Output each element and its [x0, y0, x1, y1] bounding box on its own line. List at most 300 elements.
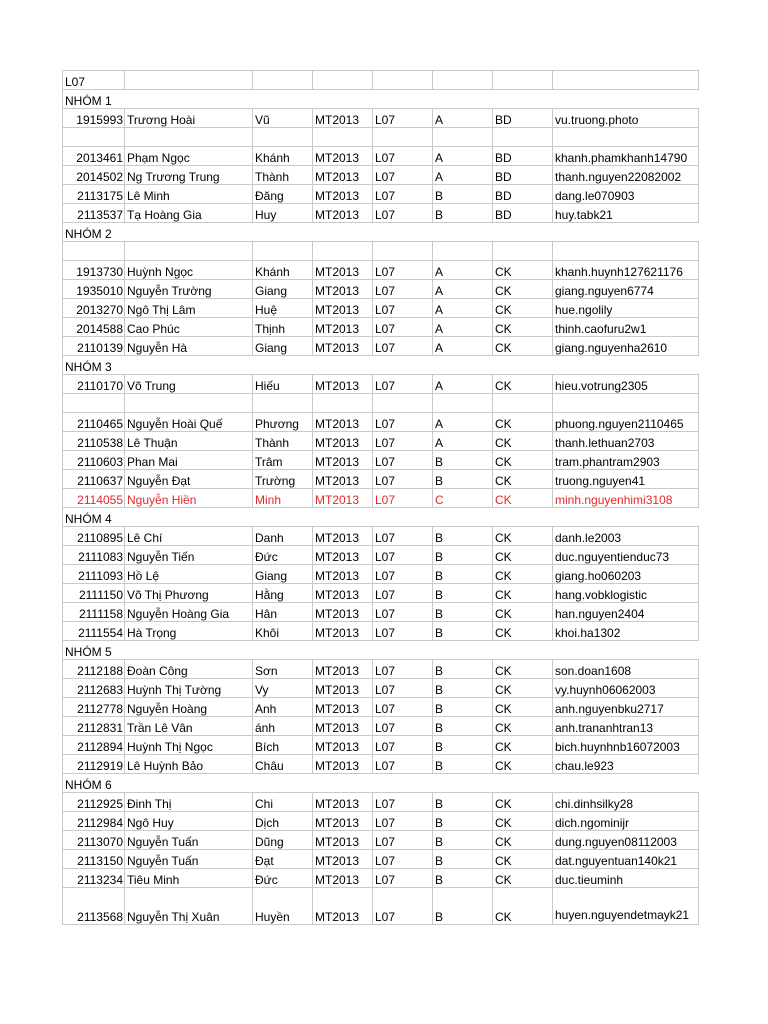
cell-program[interactable]: CK	[493, 451, 553, 470]
cell[interactable]	[63, 242, 125, 261]
cell[interactable]	[253, 242, 313, 261]
cell-course-code[interactable]: MT2013	[313, 584, 373, 603]
cell-email[interactable]: anh.nguyenbku2717	[553, 698, 699, 717]
cell[interactable]	[433, 356, 493, 375]
cell-surname[interactable]: Hà Trọng	[125, 622, 253, 641]
group-label[interactable]: NHÓM 2	[63, 223, 125, 242]
cell-given-name[interactable]: Thành	[253, 432, 313, 451]
cell-given-name[interactable]: Minh	[253, 489, 313, 508]
cell-surname[interactable]: Nguyễn Tiến	[125, 546, 253, 565]
cell[interactable]	[373, 223, 433, 242]
cell-given-name[interactable]: Chi	[253, 793, 313, 812]
cell-course-code[interactable]: MT2013	[313, 546, 373, 565]
cell-student-id[interactable]: 2112831	[63, 717, 125, 736]
cell-course-code[interactable]: MT2013	[313, 185, 373, 204]
cell-program[interactable]: CK	[493, 850, 553, 869]
cell-course-code[interactable]: MT2013	[313, 527, 373, 546]
cell[interactable]	[493, 641, 553, 660]
cell-student-id[interactable]: 2110139	[63, 337, 125, 356]
cell-class-code[interactable]: L07	[373, 850, 433, 869]
cell-program[interactable]: CK	[493, 527, 553, 546]
cell[interactable]	[553, 774, 699, 793]
cell-given-name[interactable]: ánh	[253, 717, 313, 736]
cell-program[interactable]: BD	[493, 185, 553, 204]
cell-student-id[interactable]: 2112188	[63, 660, 125, 679]
cell-email[interactable]: hang.vobklogistic	[553, 584, 699, 603]
cell-course-code[interactable]: MT2013	[313, 888, 373, 925]
cell-class-code[interactable]: L07	[373, 489, 433, 508]
cell-email[interactable]: vy.huynh06062003	[553, 679, 699, 698]
cell-given-name[interactable]: Giang	[253, 280, 313, 299]
cell-program[interactable]: CK	[493, 299, 553, 318]
cell[interactable]	[253, 641, 313, 660]
cell[interactable]	[313, 90, 373, 109]
cell-grade[interactable]: A	[433, 261, 493, 280]
cell-surname[interactable]: Nguyễn Tuấn	[125, 831, 253, 850]
cell-class-code[interactable]: L07	[373, 147, 433, 166]
cell-email[interactable]: son.doan1608	[553, 660, 699, 679]
cell-program[interactable]: CK	[493, 565, 553, 584]
cell-grade[interactable]: B	[433, 755, 493, 774]
cell-student-id[interactable]: 1913730	[63, 261, 125, 280]
cell-given-name[interactable]: Châu	[253, 755, 313, 774]
cell[interactable]	[553, 394, 699, 413]
cell[interactable]	[553, 71, 699, 90]
group-label[interactable]: NHÓM 5	[63, 641, 125, 660]
cell-email[interactable]: phuong.nguyen2110465	[553, 413, 699, 432]
cell-grade[interactable]: A	[433, 432, 493, 451]
cell-surname[interactable]: Hồ Lệ	[125, 565, 253, 584]
cell[interactable]	[313, 128, 373, 147]
cell-email[interactable]: duc.tieuminh	[553, 869, 699, 888]
cell-surname[interactable]: Tạ Hoàng Gia	[125, 204, 253, 223]
cell-email[interactable]: han.nguyen2404	[553, 603, 699, 622]
cell-course-code[interactable]: MT2013	[313, 622, 373, 641]
cell-surname[interactable]: Ngô Huy	[125, 812, 253, 831]
cell-student-id[interactable]: 2112683	[63, 679, 125, 698]
cell-student-id[interactable]: 2110637	[63, 470, 125, 489]
cell-given-name[interactable]: Dũng	[253, 831, 313, 850]
cell-program[interactable]: CK	[493, 584, 553, 603]
cell-surname[interactable]: Ng Trương Trung	[125, 166, 253, 185]
cell-grade[interactable]: B	[433, 204, 493, 223]
cell[interactable]	[493, 774, 553, 793]
cell-course-code[interactable]: MT2013	[313, 736, 373, 755]
cell-surname[interactable]: Trương Hoài	[125, 109, 253, 128]
cell-student-id[interactable]: 2113568	[63, 888, 125, 925]
cell-grade[interactable]: A	[433, 280, 493, 299]
cell-student-id[interactable]: 2013461	[63, 147, 125, 166]
cell-course-code[interactable]: MT2013	[313, 147, 373, 166]
cell-class-code[interactable]: L07	[373, 375, 433, 394]
cell-grade[interactable]: B	[433, 584, 493, 603]
cell[interactable]	[125, 774, 253, 793]
cell[interactable]	[433, 242, 493, 261]
cell-course-code[interactable]: MT2013	[313, 565, 373, 584]
cell-grade[interactable]: B	[433, 698, 493, 717]
cell-class-code[interactable]: L07	[373, 261, 433, 280]
cell-surname[interactable]: Cao Phúc	[125, 318, 253, 337]
cell[interactable]	[373, 71, 433, 90]
cell[interactable]	[313, 774, 373, 793]
cell[interactable]	[125, 641, 253, 660]
cell-class-code[interactable]: L07	[373, 565, 433, 584]
cell-class-code[interactable]: L07	[373, 299, 433, 318]
cell[interactable]	[433, 128, 493, 147]
cell-student-id[interactable]: 2110465	[63, 413, 125, 432]
cell[interactable]	[373, 508, 433, 527]
cell-program[interactable]: CK	[493, 679, 553, 698]
cell-grade[interactable]: B	[433, 812, 493, 831]
cell-surname[interactable]: Nguyễn Hiền	[125, 489, 253, 508]
cell-email[interactable]: khanh.huynh127621176	[553, 261, 699, 280]
cell-given-name[interactable]: Sơn	[253, 660, 313, 679]
cell-student-id[interactable]: 2113150	[63, 850, 125, 869]
cell-student-id[interactable]: 2111150	[63, 584, 125, 603]
cell[interactable]	[493, 90, 553, 109]
cell[interactable]	[253, 394, 313, 413]
cell-student-id[interactable]: 2112778	[63, 698, 125, 717]
cell-program[interactable]: CK	[493, 831, 553, 850]
cell-surname[interactable]: Nguyễn Hoàng	[125, 698, 253, 717]
cell-given-name[interactable]: Huy	[253, 204, 313, 223]
cell-email[interactable]: dung.nguyen08112003	[553, 831, 699, 850]
cell-grade[interactable]: B	[433, 546, 493, 565]
cell-email[interactable]: chi.dinhsilky28	[553, 793, 699, 812]
cell-student-id[interactable]: 2113070	[63, 831, 125, 850]
cell[interactable]	[493, 128, 553, 147]
group-label[interactable]: NHÓM 1	[63, 90, 125, 109]
cell-grade[interactable]: A	[433, 337, 493, 356]
cell[interactable]	[433, 641, 493, 660]
cell-given-name[interactable]: Danh	[253, 527, 313, 546]
cell-course-code[interactable]: MT2013	[313, 698, 373, 717]
cell-given-name[interactable]: Thành	[253, 166, 313, 185]
cell[interactable]	[433, 223, 493, 242]
cell-program[interactable]: CK	[493, 489, 553, 508]
cell-student-id[interactable]: 2013270	[63, 299, 125, 318]
cell-course-code[interactable]: MT2013	[313, 679, 373, 698]
cell-class-code[interactable]: L07	[373, 603, 433, 622]
cell-class-code[interactable]: L07	[373, 318, 433, 337]
cell-program[interactable]: BD	[493, 147, 553, 166]
cell-course-code[interactable]: MT2013	[313, 432, 373, 451]
cell[interactable]	[253, 223, 313, 242]
cell-course-code[interactable]: MT2013	[313, 204, 373, 223]
cell-surname[interactable]: Ngô Thị Lâm	[125, 299, 253, 318]
cell[interactable]	[433, 71, 493, 90]
cell[interactable]	[373, 774, 433, 793]
cell[interactable]	[433, 394, 493, 413]
cell-given-name[interactable]: Đức	[253, 869, 313, 888]
cell[interactable]	[553, 641, 699, 660]
cell[interactable]	[553, 356, 699, 375]
cell-surname[interactable]: Huỳnh Thị Tường	[125, 679, 253, 698]
cell-class-code[interactable]: L07	[373, 413, 433, 432]
cell-program[interactable]: CK	[493, 337, 553, 356]
cell-email[interactable]: khanh.phamkhanh14790	[553, 147, 699, 166]
cell-student-id[interactable]: 2111554	[63, 622, 125, 641]
cell-class-code[interactable]: L07	[373, 280, 433, 299]
cell-email[interactable]: giang.nguyenha2610	[553, 337, 699, 356]
cell-email[interactable]: thanh.nguyen22082002	[553, 166, 699, 185]
cell[interactable]	[373, 356, 433, 375]
cell-given-name[interactable]: Trâm	[253, 451, 313, 470]
cell-course-code[interactable]: MT2013	[313, 280, 373, 299]
cell-surname[interactable]: Nguyễn Thị Xuân	[125, 888, 253, 925]
cell-student-id[interactable]: 2113537	[63, 204, 125, 223]
cell-given-name[interactable]: Vũ	[253, 109, 313, 128]
cell-email[interactable]: thanh.lethuan2703	[553, 432, 699, 451]
cell-class-code[interactable]: L07	[373, 679, 433, 698]
cell-email[interactable]: dang.le070903	[553, 185, 699, 204]
cell-class-code[interactable]: L07	[373, 736, 433, 755]
cell-course-code[interactable]: MT2013	[313, 375, 373, 394]
cell-surname[interactable]: Đoàn Công	[125, 660, 253, 679]
cell[interactable]	[253, 356, 313, 375]
cell[interactable]	[313, 356, 373, 375]
cell-course-code[interactable]: MT2013	[313, 660, 373, 679]
cell[interactable]	[253, 128, 313, 147]
cell-given-name[interactable]: Huệ	[253, 299, 313, 318]
cell-given-name[interactable]: Hiếu	[253, 375, 313, 394]
cell-email[interactable]: huy.tabk21	[553, 204, 699, 223]
cell-surname[interactable]: Tiêu Minh	[125, 869, 253, 888]
cell-email[interactable]: hieu.votrung2305	[553, 375, 699, 394]
cell[interactable]	[553, 242, 699, 261]
cell-class-code[interactable]: L07	[373, 888, 433, 925]
cell-student-id[interactable]: 2014502	[63, 166, 125, 185]
cell-given-name[interactable]: Thịnh	[253, 318, 313, 337]
cell-surname[interactable]: Võ Thị Phương	[125, 584, 253, 603]
cell[interactable]	[493, 223, 553, 242]
cell-surname[interactable]: Nguyễn Hoàng Gia	[125, 603, 253, 622]
cell-surname[interactable]: Nguyễn Hoài Quế	[125, 413, 253, 432]
cell[interactable]	[313, 223, 373, 242]
cell-student-id[interactable]: 2112925	[63, 793, 125, 812]
cell[interactable]	[63, 394, 125, 413]
cell-email[interactable]: bich.huynhnb16072003	[553, 736, 699, 755]
cell-grade[interactable]: A	[433, 413, 493, 432]
cell-grade[interactable]: B	[433, 470, 493, 489]
cell-course-code[interactable]: MT2013	[313, 299, 373, 318]
cell-grade[interactable]: B	[433, 527, 493, 546]
cell-class-code[interactable]: L07	[373, 755, 433, 774]
cell[interactable]	[125, 394, 253, 413]
cell-course-code[interactable]: MT2013	[313, 869, 373, 888]
cell-surname[interactable]: Huỳnh Thị Ngọc	[125, 736, 253, 755]
cell-grade[interactable]: A	[433, 166, 493, 185]
cell-program[interactable]: CK	[493, 869, 553, 888]
cell-program[interactable]: CK	[493, 375, 553, 394]
cell-given-name[interactable]: Dịch	[253, 812, 313, 831]
cell[interactable]	[125, 223, 253, 242]
cell-given-name[interactable]: Trường	[253, 470, 313, 489]
cell[interactable]	[493, 356, 553, 375]
cell-class-code[interactable]: L07	[373, 546, 433, 565]
cell-program[interactable]: CK	[493, 736, 553, 755]
cell-program[interactable]: CK	[493, 432, 553, 451]
cell-surname[interactable]: Huỳnh Ngọc	[125, 261, 253, 280]
cell-given-name[interactable]: Đức	[253, 546, 313, 565]
cell[interactable]	[493, 71, 553, 90]
cell[interactable]	[125, 128, 253, 147]
cell[interactable]	[493, 394, 553, 413]
cell-student-id[interactable]: 2111093	[63, 565, 125, 584]
cell[interactable]	[125, 356, 253, 375]
cell-student-id[interactable]: 1915993	[63, 109, 125, 128]
cell-grade[interactable]: B	[433, 451, 493, 470]
cell[interactable]	[433, 774, 493, 793]
cell[interactable]	[553, 223, 699, 242]
cell-course-code[interactable]: MT2013	[313, 812, 373, 831]
cell-grade[interactable]: A	[433, 147, 493, 166]
cell-grade[interactable]: B	[433, 793, 493, 812]
cell-class-code[interactable]: L07	[373, 432, 433, 451]
cell-grade[interactable]: B	[433, 736, 493, 755]
cell-given-name[interactable]: Khánh	[253, 261, 313, 280]
cell-student-id[interactable]: 1935010	[63, 280, 125, 299]
cell-email[interactable]: dich.ngominijr	[553, 812, 699, 831]
cell-grade[interactable]: B	[433, 679, 493, 698]
cell-given-name[interactable]: Bích	[253, 736, 313, 755]
cell-surname[interactable]: Võ Trung	[125, 375, 253, 394]
cell-student-id[interactable]: 2111158	[63, 603, 125, 622]
group-label[interactable]: NHÓM 3	[63, 356, 125, 375]
cell-grade[interactable]: B	[433, 831, 493, 850]
cell[interactable]	[313, 394, 373, 413]
cell-surname[interactable]: Lê Thuận	[125, 432, 253, 451]
cell-course-code[interactable]: MT2013	[313, 831, 373, 850]
cell-grade[interactable]: B	[433, 888, 493, 925]
cell-grade[interactable]: B	[433, 869, 493, 888]
cell[interactable]	[313, 71, 373, 90]
cell[interactable]	[253, 90, 313, 109]
cell-program[interactable]: CK	[493, 622, 553, 641]
cell-email[interactable]: truong.nguyen41	[553, 470, 699, 489]
cell-given-name[interactable]: Anh	[253, 698, 313, 717]
cell-student-id[interactable]: 2114055	[63, 489, 125, 508]
cell-class-code[interactable]: L07	[373, 470, 433, 489]
cell-email[interactable]: vu.truong.photo	[553, 109, 699, 128]
cell-course-code[interactable]: MT2013	[313, 261, 373, 280]
cell-class-code[interactable]: L07	[373, 831, 433, 850]
cell-program[interactable]: CK	[493, 793, 553, 812]
cell-course-code[interactable]: MT2013	[313, 451, 373, 470]
cell-email[interactable]: hue.ngolily	[553, 299, 699, 318]
cell[interactable]	[373, 641, 433, 660]
cell-email[interactable]: tram.phantram2903	[553, 451, 699, 470]
cell-surname[interactable]: Phạm Ngọc	[125, 147, 253, 166]
cell-email[interactable]: giang.ho060203	[553, 565, 699, 584]
cell-class-code[interactable]: L07	[373, 166, 433, 185]
cell[interactable]	[253, 774, 313, 793]
cell-surname[interactable]: Nguyễn Tuấn	[125, 850, 253, 869]
cell-class-code[interactable]: L07	[373, 869, 433, 888]
cell-student-id[interactable]: 2112984	[63, 812, 125, 831]
cell-class-code[interactable]: L07	[373, 527, 433, 546]
cell-surname[interactable]: Phan Mai	[125, 451, 253, 470]
cell-course-code[interactable]: MT2013	[313, 318, 373, 337]
cell-course-code[interactable]: MT2013	[313, 337, 373, 356]
cell-program[interactable]: CK	[493, 698, 553, 717]
cell-student-id[interactable]: 2110895	[63, 527, 125, 546]
cell-class-code[interactable]: L07	[373, 660, 433, 679]
cell-given-name[interactable]: Phương	[253, 413, 313, 432]
cell-student-id[interactable]: 2112919	[63, 755, 125, 774]
cell-email[interactable]: thinh.caofuru2w1	[553, 318, 699, 337]
cell-program[interactable]: CK	[493, 888, 553, 925]
cell-student-id[interactable]: 2110603	[63, 451, 125, 470]
cell-grade[interactable]: B	[433, 660, 493, 679]
cell-given-name[interactable]: Giang	[253, 565, 313, 584]
cell-course-code[interactable]: MT2013	[313, 109, 373, 128]
cell-course-code[interactable]: MT2013	[313, 166, 373, 185]
cell-program[interactable]: CK	[493, 470, 553, 489]
cell-class-code[interactable]: L07	[373, 812, 433, 831]
cell-program[interactable]: BD	[493, 109, 553, 128]
cell[interactable]	[553, 90, 699, 109]
cell[interactable]	[253, 71, 313, 90]
cell-surname[interactable]: Nguyễn Hà	[125, 337, 253, 356]
cell-program[interactable]: CK	[493, 755, 553, 774]
cell[interactable]	[125, 242, 253, 261]
cell-grade[interactable]: B	[433, 565, 493, 584]
cell-course-code[interactable]: MT2013	[313, 850, 373, 869]
cell[interactable]	[433, 508, 493, 527]
cell-surname[interactable]: Lê Huỳnh Bảo	[125, 755, 253, 774]
cell[interactable]	[63, 128, 125, 147]
group-label[interactable]: NHÓM 6	[63, 774, 125, 793]
cell-program[interactable]: CK	[493, 546, 553, 565]
cell[interactable]	[553, 508, 699, 527]
group-label[interactable]: NHÓM 4	[63, 508, 125, 527]
cell-class-code[interactable]: L07	[373, 185, 433, 204]
cell-given-name[interactable]: Hân	[253, 603, 313, 622]
cell-program[interactable]: BD	[493, 204, 553, 223]
cell[interactable]	[433, 90, 493, 109]
cell-program[interactable]: CK	[493, 261, 553, 280]
cell-grade[interactable]: B	[433, 622, 493, 641]
cell[interactable]	[373, 394, 433, 413]
cell[interactable]	[373, 242, 433, 261]
cell-class-code[interactable]: L07	[373, 337, 433, 356]
cell-student-id[interactable]: 2112894	[63, 736, 125, 755]
cell-grade[interactable]: A	[433, 318, 493, 337]
cell-program[interactable]: CK	[493, 603, 553, 622]
cell-course-code[interactable]: MT2013	[313, 470, 373, 489]
cell-class-code[interactable]: L07	[373, 622, 433, 641]
cell-grade[interactable]: B	[433, 603, 493, 622]
cell-course-code[interactable]: MT2013	[313, 793, 373, 812]
cell-program[interactable]: CK	[493, 812, 553, 831]
cell-course-code[interactable]: MT2013	[313, 603, 373, 622]
cell-email[interactable]: duc.nguyentienduc73	[553, 546, 699, 565]
class-label[interactable]: L07	[63, 71, 125, 90]
cell-course-code[interactable]: MT2013	[313, 755, 373, 774]
cell-grade[interactable]: C	[433, 489, 493, 508]
cell-class-code[interactable]: L07	[373, 204, 433, 223]
cell-program[interactable]: CK	[493, 413, 553, 432]
cell-surname[interactable]: Nguyễn Đạt	[125, 470, 253, 489]
cell-surname[interactable]: Lê Minh	[125, 185, 253, 204]
cell-grade[interactable]: B	[433, 185, 493, 204]
cell[interactable]	[493, 242, 553, 261]
cell-class-code[interactable]: L07	[373, 451, 433, 470]
cell[interactable]	[553, 128, 699, 147]
cell[interactable]	[313, 508, 373, 527]
cell-grade[interactable]: B	[433, 717, 493, 736]
